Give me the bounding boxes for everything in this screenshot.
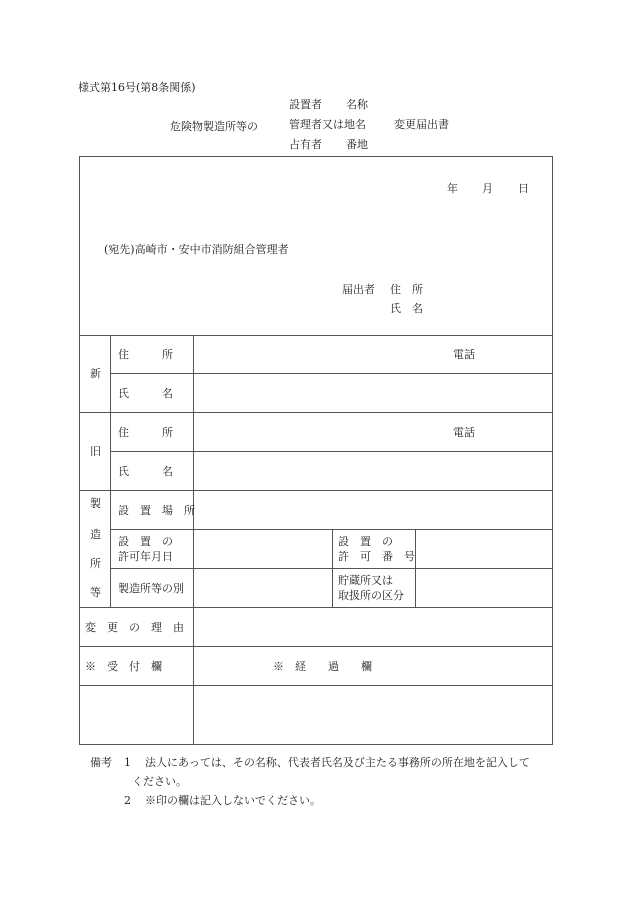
old-address-label: 住 所 (118, 426, 173, 439)
permit-date-label-2: 許可年月日 (118, 550, 173, 563)
date-year: 年 (447, 182, 458, 195)
title-option-1a: 設置者 (289, 98, 322, 111)
permit-date-label-1: 設 置 の (118, 535, 173, 548)
progress-label: ※ 経 過 欄 (273, 660, 372, 673)
date-day: 日 (518, 182, 529, 195)
facility-label-1: 製 (90, 497, 101, 510)
reception-label: ※ 受 付 欄 (85, 660, 162, 673)
new-label: 新 (90, 367, 101, 380)
notifier-label: 届出者 (342, 283, 375, 296)
form-number: 様式第16号(第8条関係) (78, 81, 196, 94)
notifier-name-label: 氏 名 (390, 302, 423, 315)
facility-label-3: 所 (90, 557, 101, 570)
title-right: 変更届出書 (394, 118, 449, 131)
facility-type-label: 製造所等の別 (118, 582, 184, 595)
old-label: 旧 (90, 445, 101, 458)
category-label-2: 取扱所の区分 (338, 589, 404, 602)
notifier-address-label: 住 所 (390, 283, 423, 296)
remark-2-number: 2 (124, 794, 131, 807)
category-label-1: 貯蔵所又は (338, 574, 393, 587)
facility-label-2: 造 (90, 528, 101, 541)
title-option-3b: 番地 (346, 138, 368, 151)
old-phone-label: 電話 (453, 426, 475, 439)
old-name-label: 氏 名 (118, 465, 173, 478)
new-phone-label: 電話 (453, 348, 475, 361)
new-address-label: 住 所 (118, 348, 173, 361)
remarks-title: 備考 (90, 756, 112, 769)
location-label: 設 置 場 所 (118, 504, 195, 517)
title-option-1b: 名称 (346, 98, 368, 111)
permit-number-label-2: 許 可 番 号 (338, 550, 415, 563)
title-option-2a: 管理者又は地名 (289, 118, 366, 131)
title-left: 危険物製造所等の (170, 120, 258, 133)
remark-1-number: 1 (124, 756, 131, 769)
title-option-3a: 占有者 (289, 138, 322, 151)
permit-number-label-1: 設 置 の (338, 535, 393, 548)
facility-label-4: 等 (90, 586, 101, 599)
remark-2-line1: ※印の欄は記入しないでください。 (145, 794, 321, 807)
new-name-label: 氏 名 (118, 387, 173, 400)
remark-1-line2: ください。 (132, 775, 187, 788)
reason-label: 変 更 の 理 由 (85, 621, 184, 634)
addressee: (宛先)高崎市・安中市消防組合管理者 (104, 243, 289, 256)
date-month: 月 (482, 182, 493, 195)
remark-1-line1: 法人にあっては、その名称、代表者氏名及び主たる事務所の所在地を記入して (145, 756, 530, 769)
